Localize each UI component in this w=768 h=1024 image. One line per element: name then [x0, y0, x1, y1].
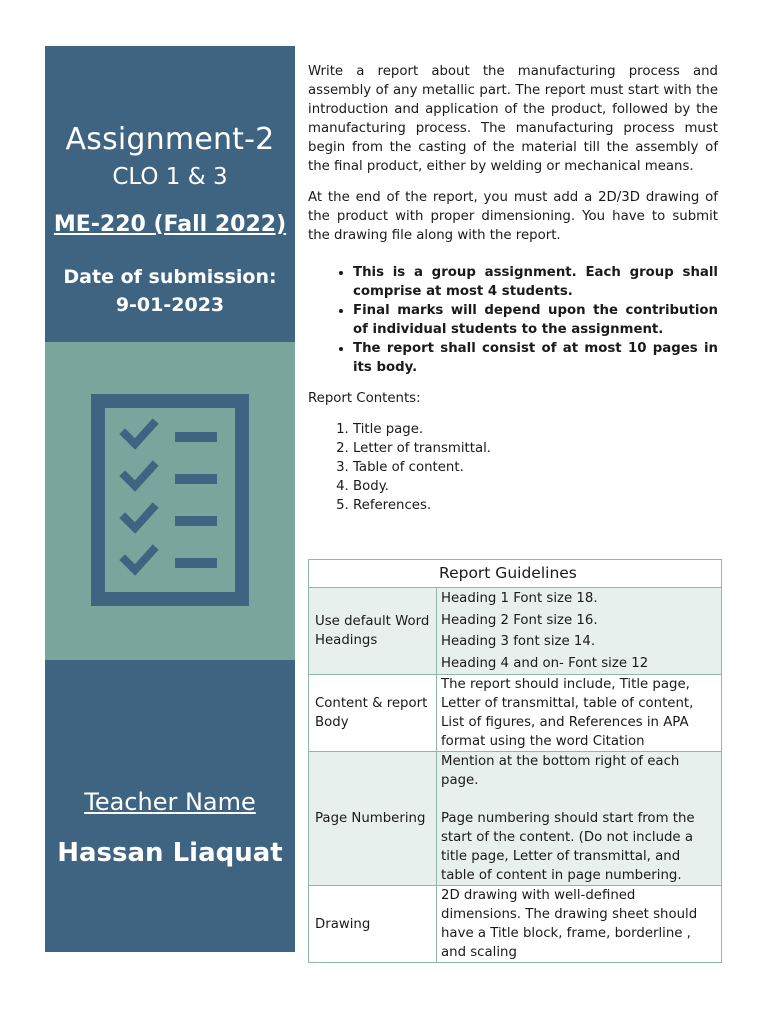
- row-label: Page Numbering: [309, 752, 437, 886]
- row-text: 2D drawing with well-defined dimensions. The drawing sheet should have a Title block, frame, borderline , and scaling: [441, 888, 698, 960]
- heading-rule: Heading 1 Font size 18.: [441, 591, 598, 606]
- list-item: • Final marks will depend upon the contribution of individual students to the assignment.: [353, 301, 718, 339]
- heading-rule: Heading 2 Font size 16.: [441, 612, 598, 628]
- row-value: [437, 886, 722, 963]
- list-item: 3. Table of content.: [353, 458, 718, 477]
- sidebar-teacher-band: [45, 660, 295, 952]
- course-code: ME-220 (Fall 2022): [53, 212, 287, 237]
- row-text: Mention at the bottom right of each page.: [441, 754, 680, 788]
- table-row: [309, 886, 722, 963]
- checklist-icon: [91, 394, 249, 606]
- assignment-title: Assignment-2: [65, 122, 275, 157]
- drawing-paragraph: At the end of the report, you must add a 2D/3D drawing of the product with proper dimensioning. You have to submit the drawing file along with the report.: [308, 190, 718, 243]
- rules-list: [353, 263, 718, 377]
- table-title: Report Guidelines: [309, 560, 722, 588]
- table-row: [309, 675, 722, 752]
- row-label: Content & report Body: [309, 675, 437, 752]
- row-value: [437, 752, 722, 886]
- row-label: Use default Word Headings: [309, 588, 437, 675]
- submission-date-value: 9-01-2023: [115, 294, 225, 316]
- report-contents-heading: Report Contents:: [308, 391, 421, 406]
- submission-date-label: Date of submission:: [63, 266, 277, 288]
- assignment-body: [308, 62, 718, 515]
- row-value: [437, 588, 722, 675]
- row-label: Drawing: [309, 886, 437, 963]
- heading-rule: Heading 4 and on- Font size 12: [441, 655, 649, 671]
- cover-sidebar: [45, 46, 295, 952]
- list-item: 1. Title page.: [353, 420, 718, 439]
- row-text: The report should include, Title page, Letter of transmittal, table of content, List of figures, and References in APA format using the word Citation: [441, 677, 694, 749]
- list-item: 2. Letter of transmittal.: [353, 439, 718, 458]
- row-text: Page numbering should start from the start of the content. (Do not include a title page, Letter of transmittal, and table of content in page numbering.: [441, 811, 695, 883]
- row-value: [437, 675, 722, 752]
- teacher-name: Hassan Liaquat: [57, 838, 283, 868]
- intro-paragraph: Write a report about the manufacturing process and assembly of any metallic part. The report must start with the introduction and application of the product, followed by the manufacturing process. The manufacturing process must begin from the casting of the material till the assembly of the final product, either by welding or mechanical means.: [308, 64, 718, 174]
- report-contents-list: [353, 420, 718, 515]
- clo-label: CLO 1 & 3: [112, 164, 228, 190]
- teacher-label: Teacher Name: [84, 788, 256, 816]
- list-item: • This is a group assignment. Each group shall comprise at most 4 students.: [353, 263, 718, 301]
- list-item: 4. Body.: [353, 477, 718, 496]
- list-item: 5. References.: [353, 496, 718, 515]
- list-item: • The report shall consist of at most 10 pages in its body.: [353, 339, 718, 377]
- sidebar-icon-band: [45, 342, 295, 660]
- table-row: [309, 752, 722, 886]
- heading-rule: Heading 3 font size 14.: [441, 634, 596, 649]
- table-row: [309, 588, 722, 675]
- report-guidelines-table: [308, 559, 722, 963]
- sidebar-header-band: [45, 46, 295, 342]
